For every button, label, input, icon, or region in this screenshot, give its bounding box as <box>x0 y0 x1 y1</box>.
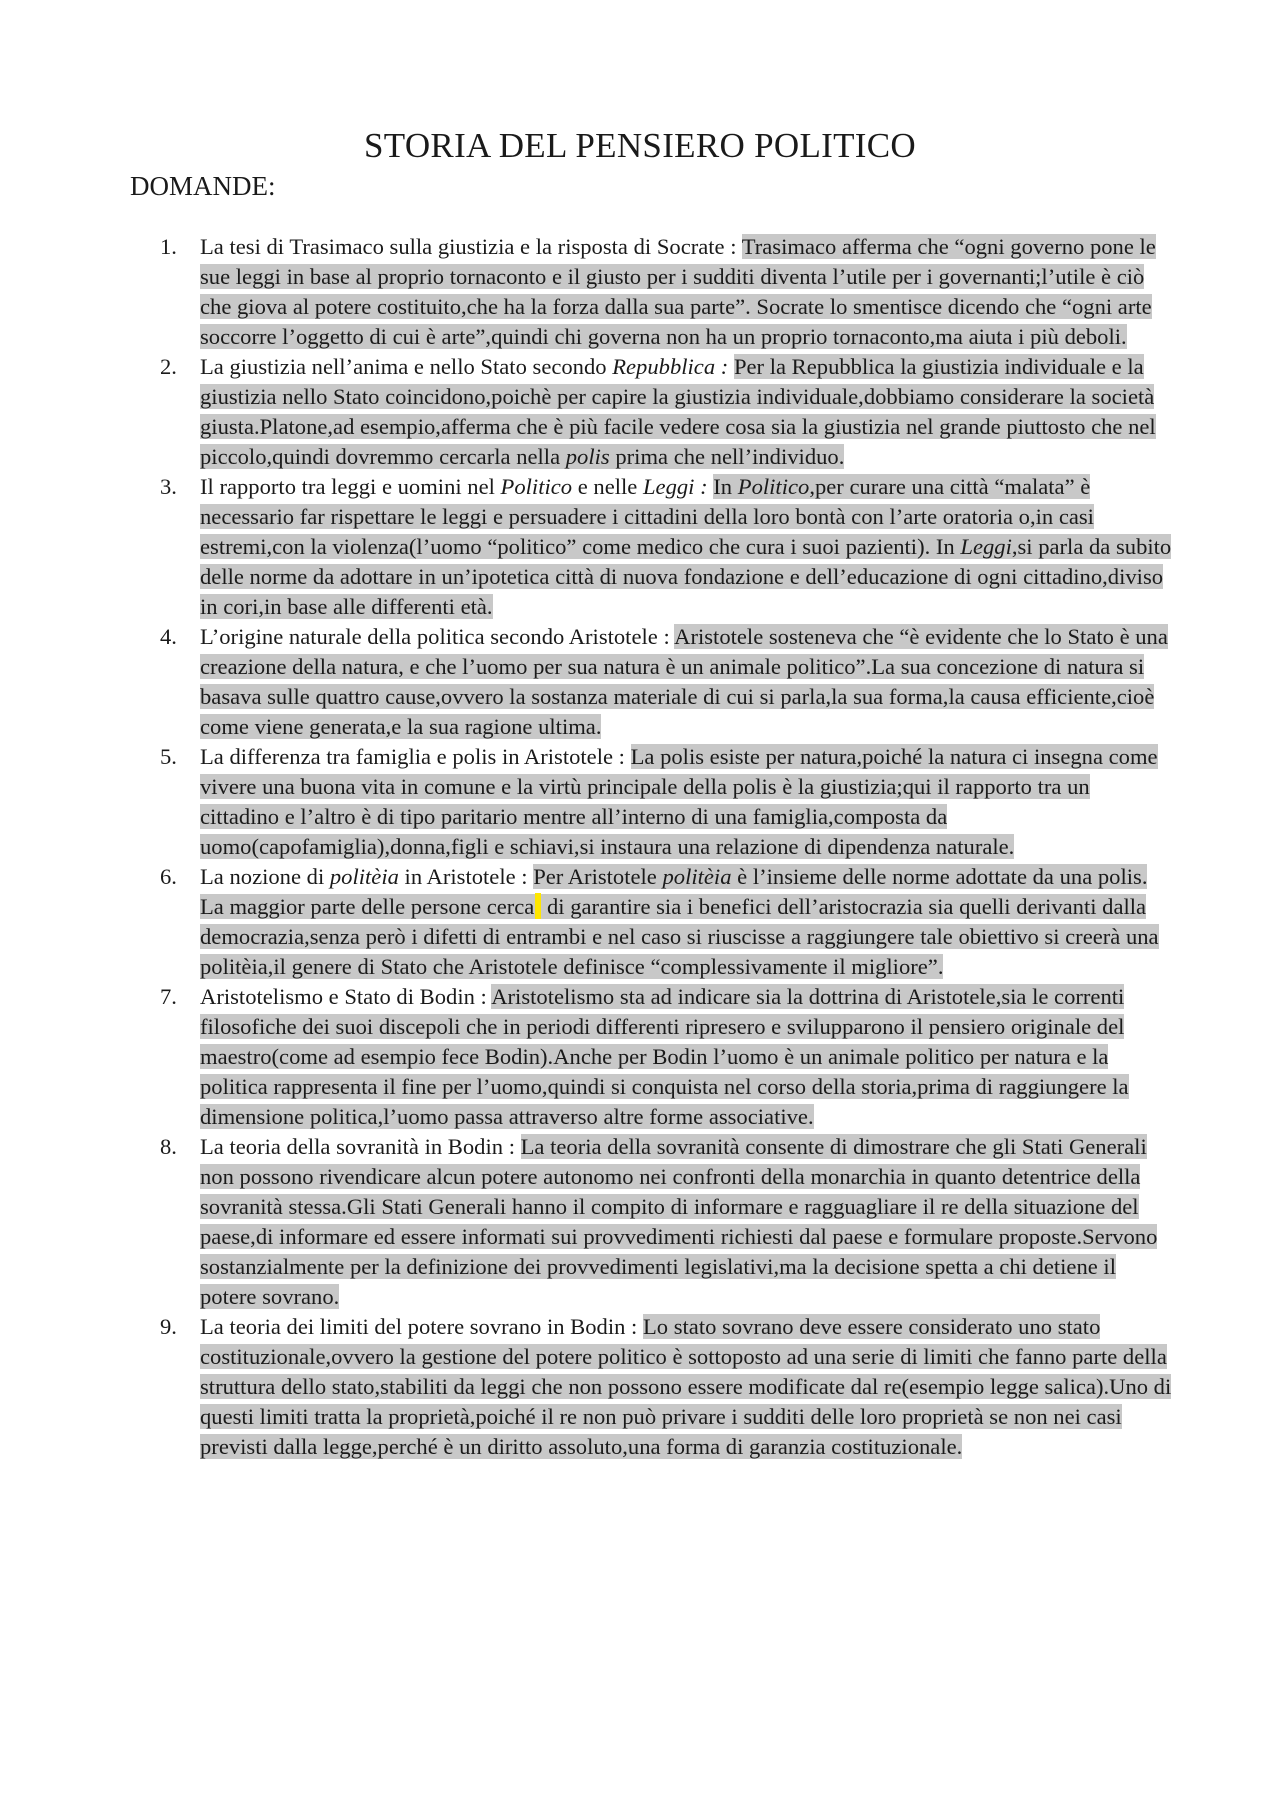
question-text <box>200 1134 521 1159</box>
question-number: 5. <box>160 744 177 769</box>
question-segment: Aristotelismo e Stato di Bodin : <box>200 984 492 1009</box>
answer-segment: Per la Repubblica la giustizia individuale e la giustizia nello Stato coincidono,poichè per capire la giustizia individuale,dobbiamo considerare la società giusta.Platone,ad esempio,afferma che è più facile vedere cosa sia la giustizia nel grande piuttosto che nel piccolo,quindi dovremmo cercarla nella <box>200 354 1156 469</box>
question-segment: La differenza tra famiglia e polis in Aristotele : <box>200 744 631 769</box>
question-number: 4. <box>160 624 177 649</box>
question-item <box>0 472 1172 622</box>
question-number: 1. <box>160 234 177 259</box>
answer-segment: La polis esiste per natura,poiché la natura ci insegna come vivere una buona vita in comune e la virtù principale della polis è la giustizia;qui il rapporto tra un cittadino e l’altro è di tipo paritario mentre all’interno di una famiglia,composta da uomo(capofamiglia),donna,figli e schiavi,si instaura una relazione di dipendenza naturale. <box>200 744 1158 859</box>
question-number: 7. <box>160 984 177 1009</box>
document-subtitle: DOMANDE: <box>130 171 276 201</box>
answer-italic-segment: Leggi <box>960 534 1012 559</box>
answer-segment: Aristotele sosteneva che “è evidente che lo Stato è una creazione della natura, e che l’uomo per sua natura è un animale politico”.La sua concezione di natura si basava sulle quattro cause,ovvero la sostanza materiale di cui si parla,la sua forma,la causa efficiente,cioè come viene generata,e la sua ragione ultima. <box>200 624 1168 739</box>
question-text <box>200 1314 643 1339</box>
answer-segment: prima che nell’individuo. <box>609 444 845 469</box>
question-segment: La nozione di <box>200 864 330 889</box>
answer-segment: è l’insieme delle norme adottate da una polis. La maggior parte delle persone cerca <box>200 864 1148 919</box>
question-item <box>0 1132 1172 1312</box>
answer-segment: Aristotelismo sta ad indicare sia la dottrina di Aristotele,sia le correnti filosofiche dei suoi discepoli che in periodi differenti ripresero e svilupparono il pensiero originale del maestro(come ad esempio fece Bodin).Anche per Bodin l’uomo è un animale politico per natura e la politica rappresenta il fine per l’uomo,quindi si conquista nel corso della storia,prima di raggiungere la dimensione politica,l’uomo passa attraverso altre forme associative. <box>200 984 1129 1129</box>
answer-italic-segment: polis <box>565 444 610 469</box>
question-italic-segment: politèia <box>329 864 399 889</box>
question-segment: La tesi di Trasimaco sulla giustizia e la risposta di Socrate : <box>200 234 742 259</box>
question-number: 2. <box>160 354 177 379</box>
question-segment: L’origine naturale della politica secondo Aristotele : <box>200 624 675 649</box>
question-item <box>0 742 1172 862</box>
question-item <box>0 622 1172 742</box>
answer-segment: La teoria della sovranità consente di dimostrare che gli Stati Generali non possono rivendicare alcun potere autonomo nei confronti della monarchia in quanto detentrice della sovranità stessa.Gli Stati Generali hanno il compito di informare e ragguagliare il re della situazione del paese,di informare ed essere informati sui provvedimenti richiesti dal paese e formulare proposte.Servono sostanzialmente per la definizione dei provvedimenti legislativi,ma la decisione spetta a chi detiene il potere sovrano. <box>200 1134 1158 1309</box>
question-italic-segment: Repubblica : <box>612 354 729 379</box>
question-segment: La giustizia nell’anima e nello Stato secondo <box>200 354 613 379</box>
question-item <box>0 862 1172 982</box>
question-number: 6. <box>160 864 177 889</box>
question-text <box>200 354 734 379</box>
answer-italic-segment: politèia <box>662 864 732 889</box>
answer-italic-segment: Politico <box>737 474 810 499</box>
question-text <box>200 864 533 889</box>
question-segment: e nelle <box>572 474 643 499</box>
question-segment: La teoria dei limiti del potere sovrano in Bodin : <box>200 1314 643 1339</box>
question-item <box>0 352 1172 472</box>
answer-segment: Lo stato sovrano deve essere considerato uno stato costituzionale,ovvero la gestione del potere politico è sottoposto ad una serie di limiti che fanno parte della struttura dello stato,stabiliti da leggi che non possono essere modificate dal re(esempio legge salica).Uno di questi limiti tratta la proprietà,poiché il re non può privare i sudditi delle loro proprietà se non nei casi previsti dalla legge,perché è un diritto assoluto,una forma di garanzia costituzionale. <box>200 1314 1172 1459</box>
question-item <box>0 982 1172 1132</box>
question-segment: in Aristotele : <box>398 864 534 889</box>
answer-segment: ,si parla da subito delle norme da adottare in un’ipotetica città di nuova fondazione e dell’educazione di ogni cittadino,diviso in cori,in base alle differenti età. <box>200 534 1172 619</box>
question-text <box>200 474 713 499</box>
question-segment: La teoria della sovranità in Bodin : <box>200 1134 521 1159</box>
answer-segment: di garantire sia i benefici dell’aristocrazia sia quelli derivanti dalla democrazia,senza però i difetti di entrambi e nel caso si riuscisse a raggiungere tale obiettivo si creerà una politèia,il genere di Stato che Aristotele definisce “complessivamente il migliore”. <box>200 894 1159 979</box>
document-title: STORIA DEL PENSIERO POLITICO <box>364 126 916 165</box>
answer-segment: Trasimaco afferma che “ogni governo pone le sue leggi in base al proprio tornaconto e il giusto per i sudditi diventa l’utile per i governanti;l’utile è ciò che giova al potere costituito,che ha la forza dalla sua parte”. Socrate lo smentisce dicendo che “ogni arte soccorre l’oggetto di cui è arte”,quindi chi governa non ha un proprio tornaconto,ma aiuta i più deboli. <box>200 234 1156 349</box>
question-italic-segment: Politico <box>500 474 573 499</box>
question-item <box>0 1312 1172 1462</box>
question-number: 3. <box>160 474 177 499</box>
answer-segment: Per Aristotele <box>533 864 663 889</box>
question-number: 9. <box>160 1314 177 1339</box>
answer-segment: ,per curare una città “malata” è necessario far rispettare le leggi e persuadere i cittadini della loro bontà con l’arte oratoria o,in casi estremi,con la violenza(l’uomo “politico” come medico che cura i suoi pazienti). In <box>200 474 1094 559</box>
question-item <box>0 232 1172 352</box>
question-text <box>200 984 491 1009</box>
question-text <box>200 624 674 649</box>
question-text <box>200 234 742 259</box>
answer-text <box>200 1134 1157 1309</box>
questions-list <box>0 232 1280 1462</box>
question-italic-segment: Leggi : <box>642 474 708 499</box>
question-text <box>200 744 631 769</box>
question-segment: Il rapporto tra leggi e uomini nel <box>200 474 501 499</box>
question-number: 8. <box>160 1134 177 1159</box>
answer-segment: In <box>713 474 738 499</box>
